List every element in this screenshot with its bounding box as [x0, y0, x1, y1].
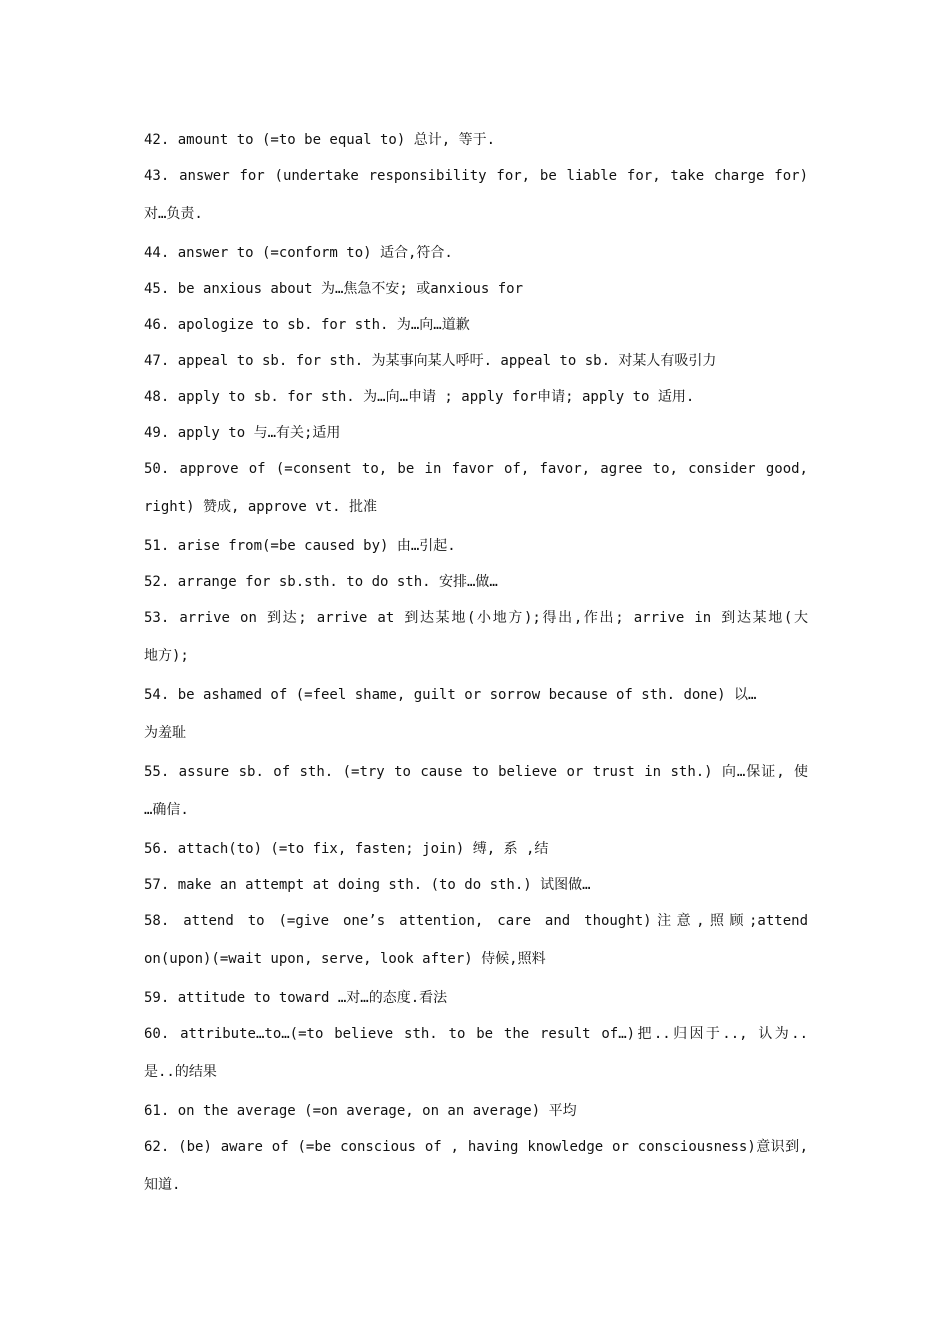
entry-55-cont: …确信. — [144, 802, 189, 818]
entry-53: 53. arrive on 到达; arrive at 到达某地(小地方);得出,作出; arrive in 到达某地(大 — [144, 610, 808, 626]
entry-58-cont: on(upon)(=wait upon, serve, look after) 侍候,照料 — [144, 951, 546, 967]
entry-55: 55. assure sb. of sth. (=try to cause to believe or trust in sth.) 向…保证, 使 — [144, 764, 808, 780]
entry-46: 46. apologize to sb. for sth. 为…向…道歉 — [144, 317, 470, 333]
entry-43: 43. answer for (undertake responsibility for, be liable for, take charge for) — [144, 168, 808, 184]
entry-60-cont: 是..的结果 — [144, 1064, 217, 1080]
entry-53-cont: 地方); — [144, 648, 189, 664]
entry-60: 60. attribute…to…(=to believe sth. to be the result of…)把..归因于.., 认为.. — [144, 1026, 808, 1042]
entry-47: 47. appeal to sb. for sth. 为某事向某人呼吁. appeal to sb. 对某人有吸引力 — [144, 353, 717, 369]
entry-48: 48. apply to sb. for sth. 为…向…申请 ; apply for申请; apply to 适用. — [144, 389, 695, 405]
entry-56: 56. attach(to) (=to fix, fasten; join) 缚, 系 ,结 — [144, 841, 549, 857]
entry-43-cont: 对…负责. — [144, 206, 203, 222]
entry-61: 61. on the average (=on average, on an average) 平均 — [144, 1103, 577, 1119]
entry-52: 52. arrange for sb.sth. to do sth. 安排…做… — [144, 574, 498, 590]
entry-62: 62. (be) aware of (=be conscious of , having knowledge or consciousness)意识到, — [144, 1139, 808, 1155]
entry-50-cont: right) 赞成, approve vt. 批准 — [144, 499, 378, 515]
entry-54-cont: 为羞耻 — [144, 725, 186, 741]
entry-49: 49. apply to 与…有关;适用 — [144, 425, 341, 441]
entry-42: 42. amount to (=to be equal to) 总计, 等于. — [144, 132, 496, 148]
document-body — [144, 122, 808, 1206]
entry-54: 54. be ashamed of (=feel shame, guilt or sorrow because of sth. done) 以… — [144, 687, 757, 703]
entry-51: 51. arise from(=be caused by) 由…引起. — [144, 538, 456, 554]
entry-50: 50. approve of (=consent to, be in favor of, favor, agree to, consider good, — [144, 461, 808, 477]
entry-59: 59. attitude to toward …对…的态度.看法 — [144, 990, 448, 1006]
entry-62-cont: 知道. — [144, 1177, 181, 1193]
entry-57: 57. make an attempt at doing sth. (to do sth.) 试图做… — [144, 877, 591, 893]
entry-44: 44. answer to (=conform to) 适合,符合. — [144, 245, 453, 261]
entry-45: 45. be anxious about 为…焦急不安; 或anxious for — [144, 281, 524, 297]
entry-58: 58. attend to (=give one’s attention, care and thought)注意,照顾;attend — [144, 913, 808, 929]
